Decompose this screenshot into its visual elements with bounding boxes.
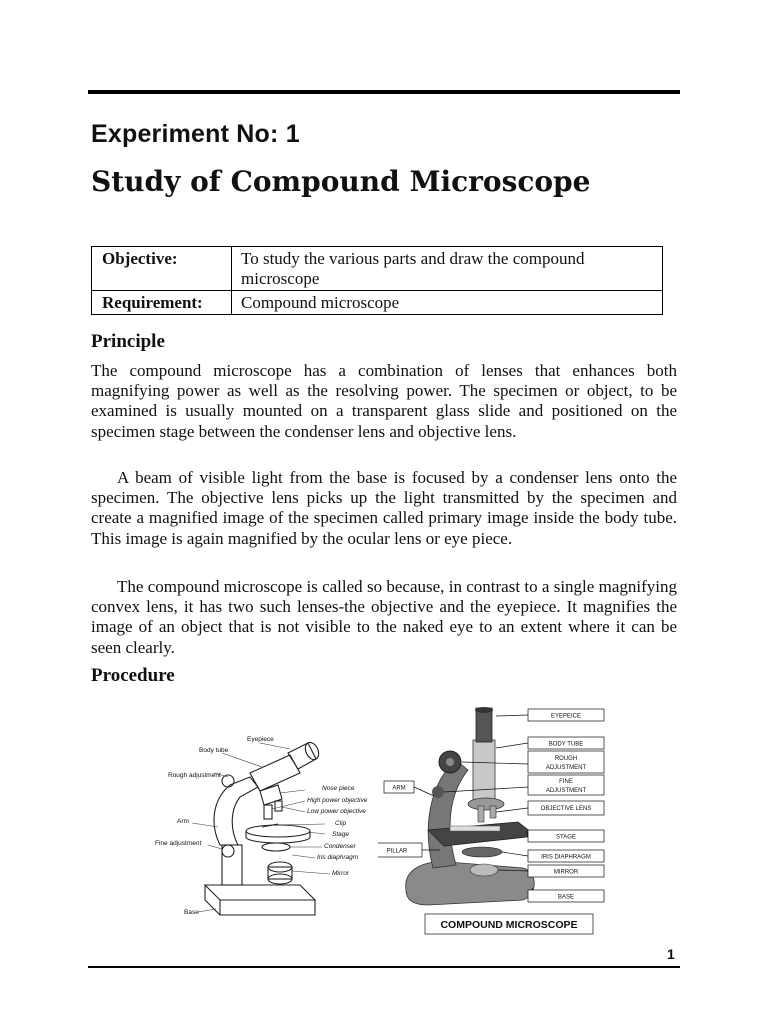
principle-paragraph-1: The compound microscope has a combination of lenses that enhances both magnifying power as well as the resolving power. The specimen or object, to be examined is usually mounted on a transparent glass slide and positioned on the specimen stage between the condenser lens and objective lens. (91, 361, 677, 441)
microscope-photo-diagram (378, 700, 613, 940)
top-rule (88, 90, 680, 94)
fig1-label-stage: Stage (332, 831, 349, 838)
objective-key: Objective: (92, 247, 232, 291)
fig2-label-arm: ARM (392, 785, 406, 792)
fig1-label-low-power-objective: Low power objective (307, 808, 366, 815)
fig2-label-iris-diaphragm: IRIS DIAPHRAGM (541, 854, 591, 861)
info-table (91, 246, 663, 315)
fig2-caption: COMPOUND MICROSCOPE (440, 919, 578, 931)
fig1-label-body-tube: Body tube (199, 747, 229, 754)
fig1-label-nose-piece: Nose piece (322, 785, 355, 792)
fig1-label-high-power-objective: High power objective (307, 797, 368, 804)
principle-paragraph-3: The compound microscope is called so because, in contrast to a single magnifying convex lens, it has two such lenses-the objective and the eyepiece. It magnifies the image of an object that is not visible to the naked eye to an extent where it can be seen clearly. (91, 577, 677, 657)
fig2-label-eyepiece: EYEPEICE (550, 713, 582, 720)
fig1-label-rough-adjustment: Rough adjustment (168, 772, 221, 779)
fig1-label-base: Base (184, 909, 199, 916)
fig2-label-fine-adjustment-1: FINE (559, 779, 573, 785)
fig2-label-base: BASE (557, 894, 575, 901)
fig2-label-rough-adjustment-1: ROUGH (554, 756, 578, 762)
principle-heading: Principle (91, 331, 165, 352)
fig2-label-fine-adjustment-2: ADJUSTMENT (545, 788, 587, 794)
table-row (92, 291, 663, 315)
requirement-key: Requirement: (92, 291, 232, 315)
table-row (92, 247, 663, 291)
fig2-label-stage: STAGE (556, 834, 576, 841)
page-number: 1 (667, 946, 675, 962)
fig1-label-eyepiece: Eyepiece (247, 736, 274, 743)
fig2-label-body-tube: BODY TUBE (548, 741, 584, 748)
fig1-label-clip: Clip (335, 820, 347, 827)
fig2-label-objective-lens: OBJECTIVE LENS (540, 806, 592, 812)
fig1-label-iris-diaphragm: Iris diaphragm (317, 854, 359, 861)
page-title: Study of Compound Microscope (91, 165, 591, 198)
microscope-line-drawing (150, 715, 375, 930)
fig1-label-condenser: Condenser (324, 843, 356, 850)
fig1-label-fine-adjustment: Fine adjustment (155, 840, 202, 847)
principle-paragraph-2: A beam of visible light from the base is focused by a condenser lens onto the specimen. The objective lens picks up the light transmitted by the specimen and create a magnified image of the specimen called primary image inside the body tube. This image is again magnified by the ocular lens or eye piece. (91, 468, 677, 548)
fig2-label-rough-adjustment-2: ADJUSTMENT (545, 765, 587, 771)
fig2-label-pillar: PILLAR (386, 848, 408, 855)
fig2-label-mirror: MIRROR (553, 869, 579, 876)
experiment-number: Experiment No: 1 (91, 120, 300, 148)
fig1-label-mirror: Mirror (332, 870, 349, 877)
procedure-heading: Procedure (91, 665, 175, 686)
objective-value: To study the various parts and draw the compound microscope (232, 247, 663, 291)
fig1-label-arm: Arm (177, 818, 189, 825)
requirement-value: Compound microscope (232, 291, 663, 315)
bottom-rule (88, 966, 680, 968)
